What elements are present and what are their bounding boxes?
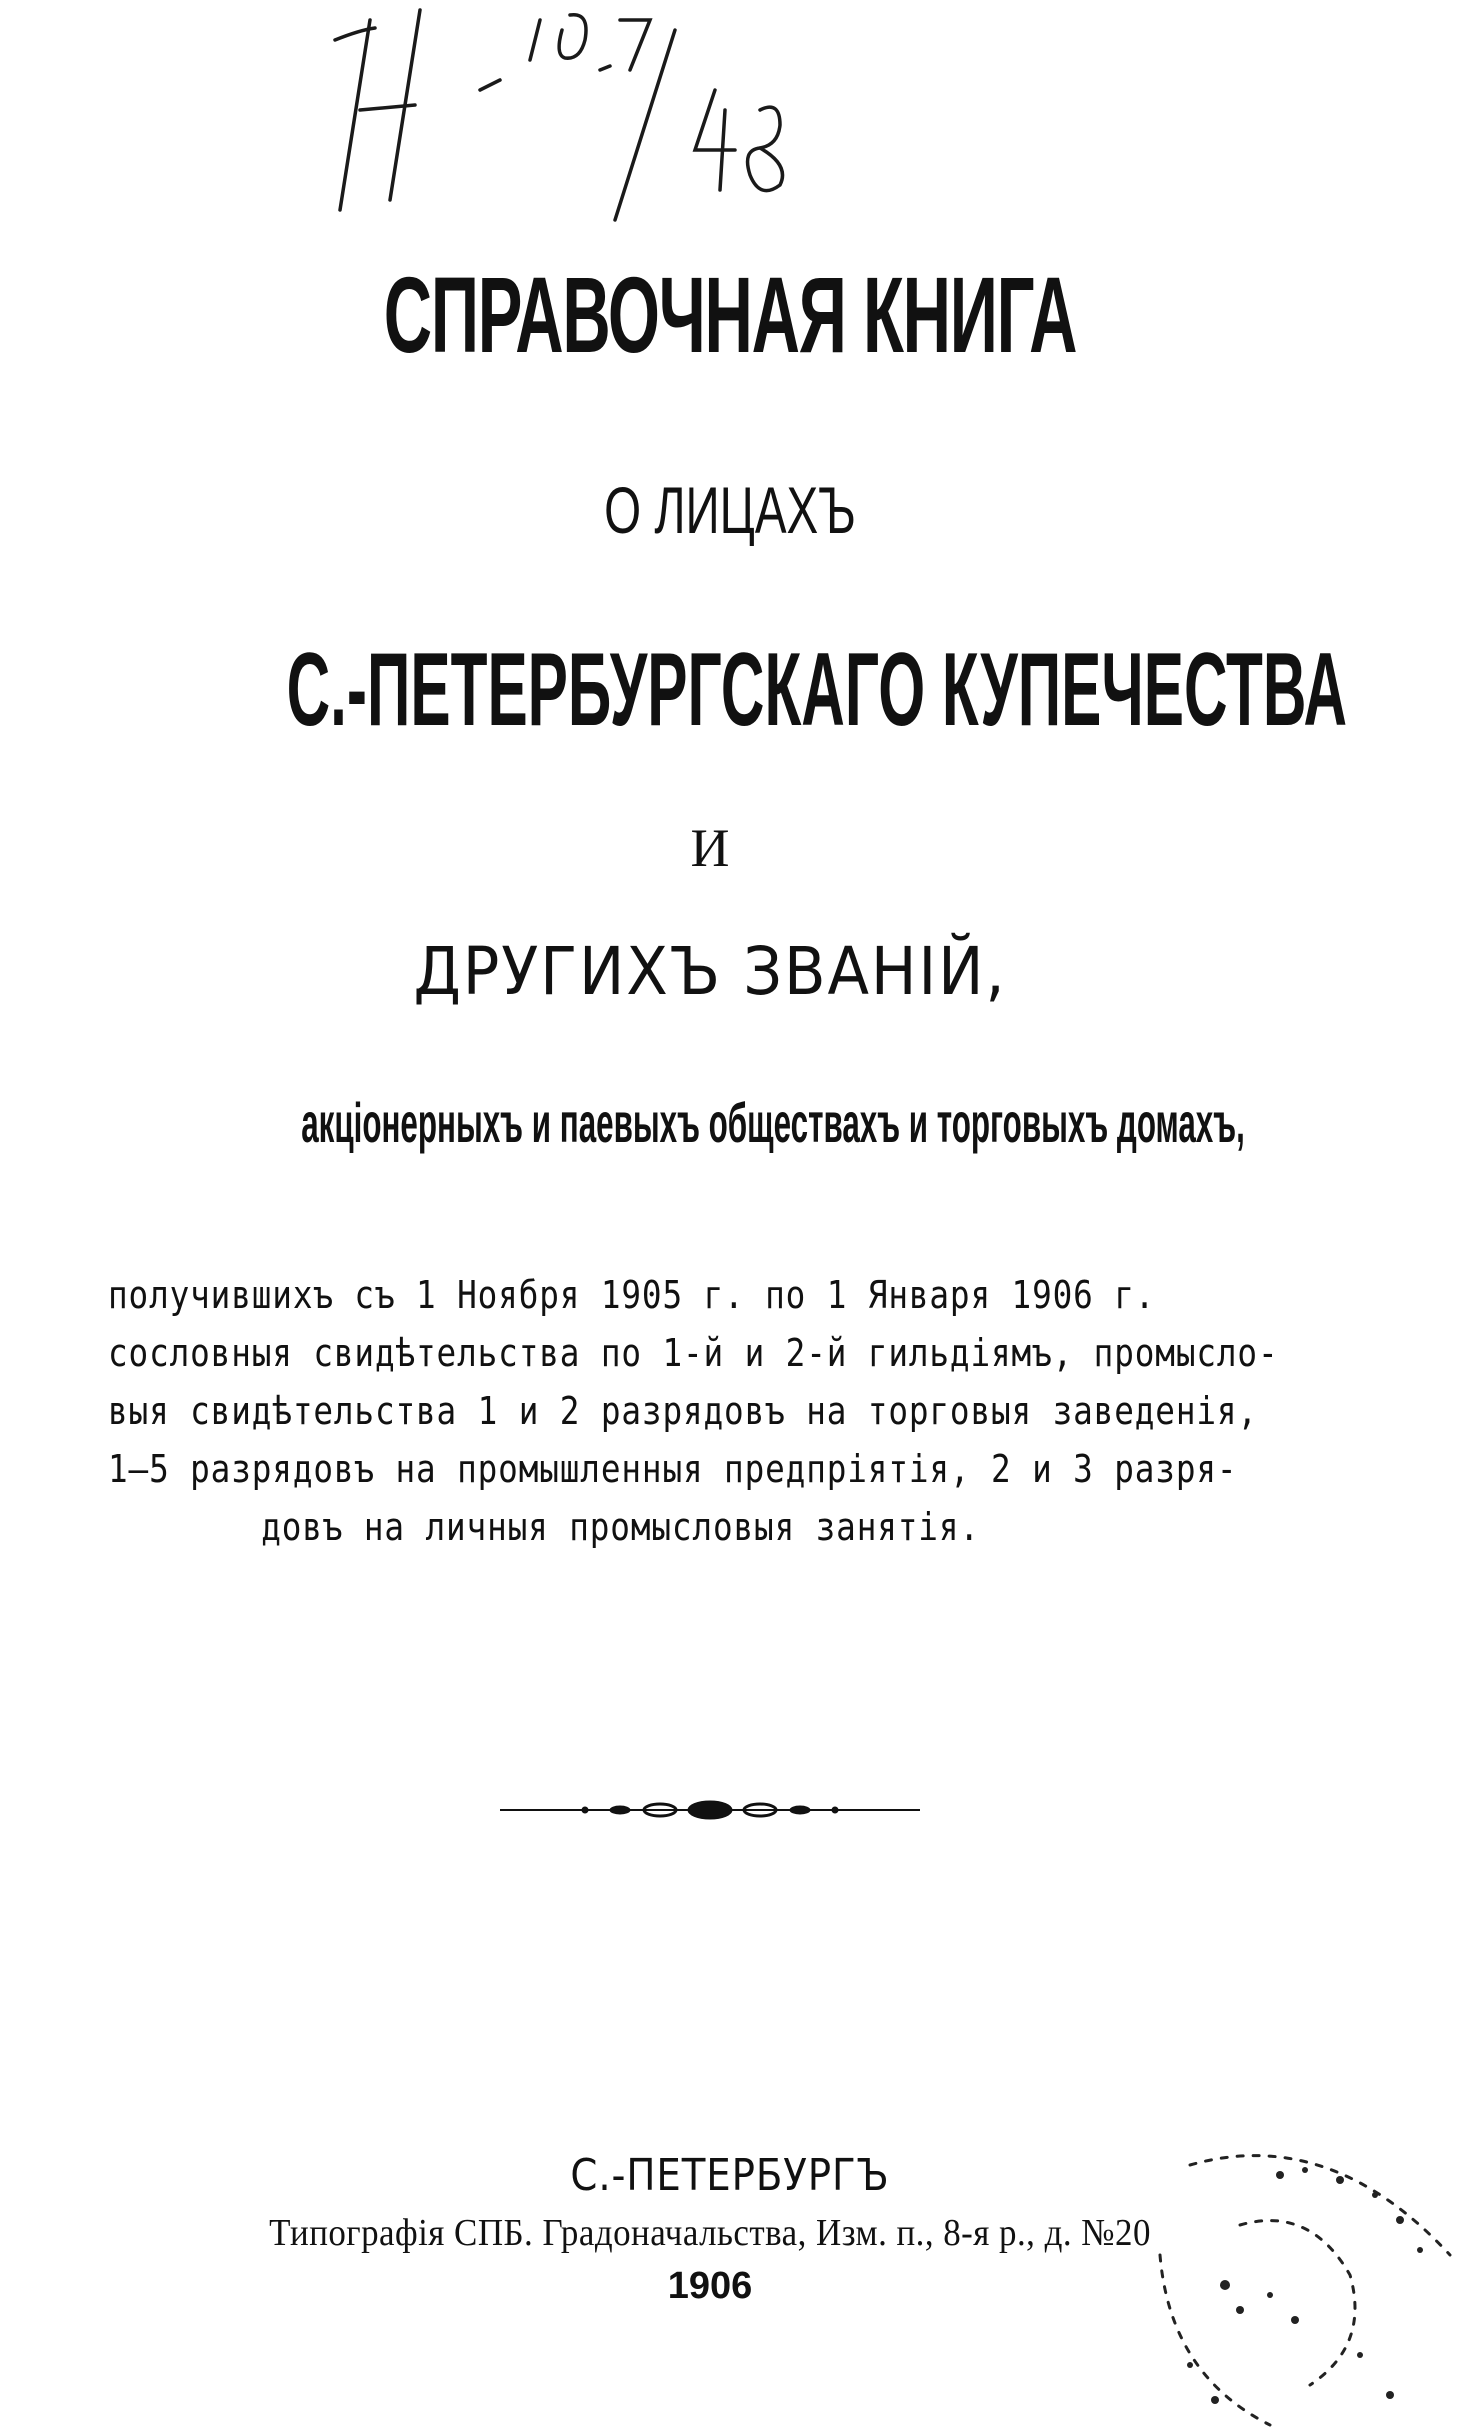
subtitle-societies: акціонерныхъ и паевыхъ обществахъ и торговыхъ домахъ, xyxy=(301,1091,1245,1154)
subtitle-about: О ЛИЦАХЪ xyxy=(604,473,856,547)
imprint-year: 1906 xyxy=(667,2265,753,2307)
subtitle-other-ranks: ДРУГИХЪ ЗВАНІЙ, xyxy=(413,933,1007,1010)
description-paragraph xyxy=(108,1266,1300,1556)
description-line: получившихъ съ 1 Ноября 1905 г. по 1 Января 1906 г. xyxy=(108,1273,1156,1317)
imprint-press: Типографія СПБ. Градоначальства, Изм. п., 8-я р., д. №20 xyxy=(269,2212,1151,2254)
description-line: 1—5 разрядовъ на промышленныя предпріятія, 2 и 3 разря- xyxy=(108,1447,1238,1491)
subtitle-merchants: С.-ПЕТЕРБУРГСКАГО КУПЕЧЕСТВА xyxy=(286,632,1348,748)
description-line: довъ на личныя промысловыя занятія. xyxy=(261,1505,980,1549)
library-stamp-icon xyxy=(1130,2135,1460,2431)
conjunction: И xyxy=(690,818,730,878)
handwritten-shelfmark-icon xyxy=(330,0,990,230)
description-line: сословныя свидѣтельства по 1-й и 2-й гильдіямъ, промысло- xyxy=(108,1331,1279,1375)
book-title: СПРАВОЧНАЯ КНИГА xyxy=(383,254,1077,375)
divider-ornament-icon xyxy=(500,1796,920,1824)
description-line: выя свидѣтельства 1 и 2 разрядовъ на торговыя заведенія, xyxy=(108,1389,1258,1433)
imprint-city: С.-ПЕТЕРБУРГЪ xyxy=(570,2150,890,2201)
